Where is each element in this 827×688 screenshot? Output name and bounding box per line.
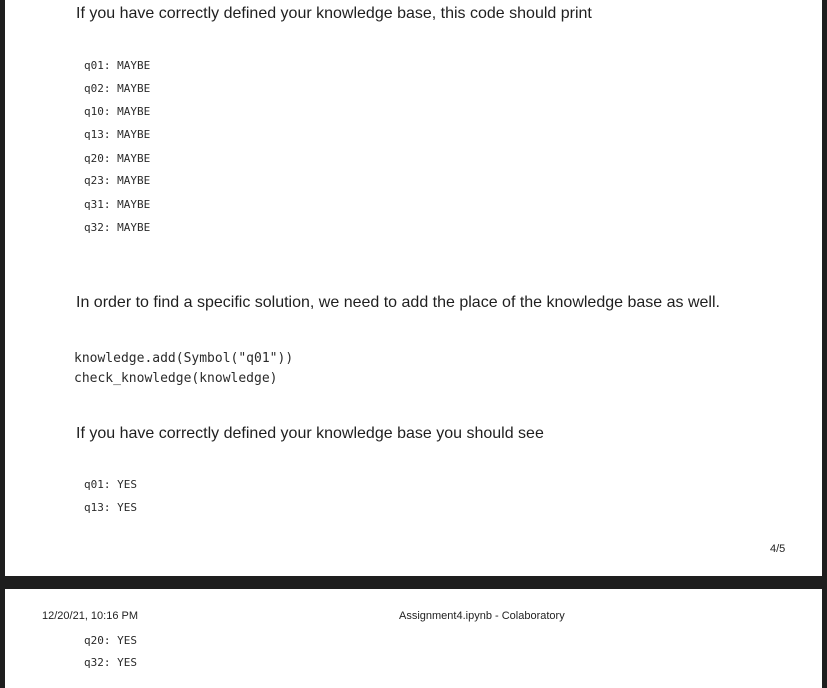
print-document-title: Assignment4.ipynb - Colaboratory [399, 610, 565, 622]
paragraph-specific-solution: In order to find a specific solution, we need to add the place of the knowledge base as well. [76, 294, 720, 311]
document-page-4 [5, 0, 822, 576]
page-number: 4/5 [770, 543, 786, 555]
code-line: knowledge.add(Symbol("q01")) [74, 351, 294, 366]
print-timestamp: 12/20/21, 10:16 PM [42, 610, 139, 622]
output-line: q20: YES [84, 634, 137, 647]
output-line: q32: YES [84, 656, 137, 669]
output-line: q20: MAYBE [84, 152, 151, 165]
paragraph-expected-output-intro: If you have correctly defined your knowledge base, this code should print [76, 5, 592, 22]
paragraph-you-should-see: If you have correctly defined your knowledge base you should see [76, 425, 544, 442]
output-line: q23: MAYBE [84, 174, 151, 187]
output-line: q10: MAYBE [84, 105, 151, 118]
output-line: q01: MAYBE [84, 59, 151, 72]
output-line: q02: MAYBE [84, 82, 151, 95]
output-line: q13: MAYBE [84, 128, 151, 141]
output-line: q01: YES [84, 478, 137, 491]
code-line: check_knowledge(knowledge) [74, 371, 278, 386]
output-line: q13: YES [84, 501, 137, 514]
document-page-5 [5, 589, 822, 688]
output-line: q32: MAYBE [84, 221, 151, 234]
output-line: q31: MAYBE [84, 198, 151, 211]
